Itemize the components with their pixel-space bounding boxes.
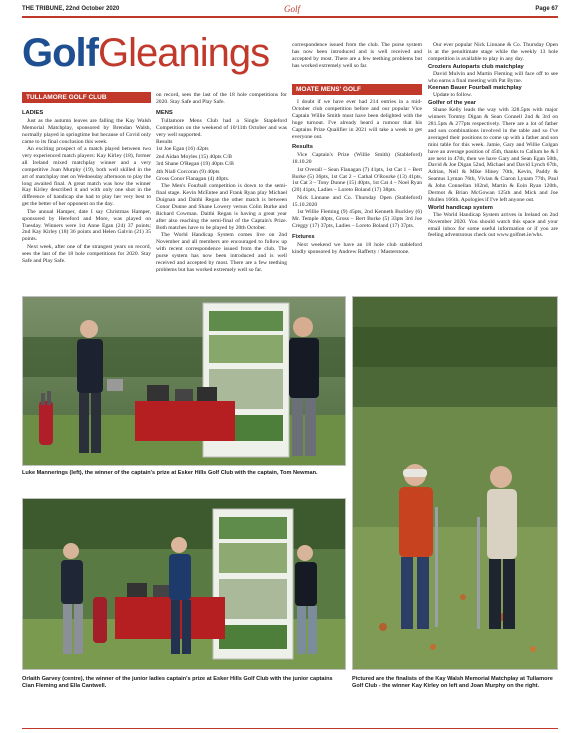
mens-para: The Men's Fourball competition is down to the semi-final stage. Kevin McEntee and Frank Ryan play Michael Duignan and Daithi Regan the other match is between Conor Dunne and Shane Lowery versus Colin Burke and Richard Cowman. Daithi Regan is having a great year after also reaching the semi-final of the Captain's Prize. Both matches have to be played by 20th October. <box>156 183 287 231</box>
header-rule <box>22 16 558 18</box>
moate-para: I doubt if we have ever had 214 entries in a mid-October club competition before and our popular Vice Captain Willie Smith must have been delighted with the huge turnout. I've already heard a rumour that his Captains Prize Qualifier in 2021 will take a week to get everyone out. <box>292 99 422 140</box>
moate-result: 1st Willie Fleming (9) 45pts, 2nd Kenneth Buckley (6) Mr. Temple 40pts, Gross – Bert Burke (5) 33pts 3rd Joe Creggy (17) 37pts, Ladies – Loreto Boland (17) 37pts. <box>292 209 422 229</box>
results-label: Results <box>156 138 173 145</box>
keenan-heading: Keenan Bauer Fourball matchplay <box>428 85 522 92</box>
photo-1-illustration <box>23 297 346 466</box>
column-4 <box>428 42 558 294</box>
whs-text: The World Handicap System arrives in Ireland on 2nd November 2020. You should watch this space and your email inbox for some useful information or if you are feeling adventurous check out www.golfnet.ie/whs. <box>428 211 558 239</box>
ladies-para: The annual Hamper, date I say Christmas Hamper, sponsored by Hereford and More, was played on Tuesday. Winners were 1st Anne Egan (24) 37 points; 2nd Kay Kirley (18) 36 points and Helen Galvin (21) 35 points. <box>22 208 151 243</box>
ladies-para: An exciting prospect of a match played between two very experienced match players: Kay Kirley (18), former all Ireland mixed matchplay winner and a very competitive Joan Murphy (19), both well skilled in the art of matchplay met on Wednesday afternoon to play the long awaited final. A great match was how the winner Kay Kirley described it and with only one shot in the difference of handicap she had to play her very best to get the better of her opponent on the day. <box>22 146 151 208</box>
publication-date: THE TRIBUNE, 22nd October 2020 <box>22 6 120 12</box>
moate-result: Nick Linnane and Co. Thursday Open (Stableford) 15.10.2020 <box>292 194 422 208</box>
moate-banner: MOATE MENS' GOLF <box>292 84 422 95</box>
result-line: 3rd Shane O'Regan (19) 40pts C/B <box>156 161 234 168</box>
moate-result: Vice Captain's Prize (Willie Smith) (Stableford) 18.10.20 <box>292 152 422 166</box>
mens-para: Tullamore Mens Club had a Single Stapleford Competition on the weekend of 10/11th October and was very well supported. <box>156 117 287 138</box>
ladies-para: Next week, after one of the strangest years on record, sees the last of the 18 hole competitions for 2020. Stay Safe and Play Safe. <box>22 243 151 264</box>
golfer-text: Shane Kelly leads the way with 328.5pts with major winners Tommy Digan & Sean Connell 2nd & 3rd on 281.5pts & 277pts respectively. There are a lot of father and son combinations involved in the table and so I've averaged their positions to come up with a father and son mini table for this week. Jamie, Gary and Willie Colgan have an average position of 45th, thanks to Callum he & I are next in 47th, then we have Gary and Sean Egan 50th, David & Joe Digan 52nd, Michael and David Lynch 67th, Adrian, Neil & Mike Hiney 70th, Kevin, Paddy & Seamus Lyman 76th, Vivian & Ciaron Lynam 77th, Paul & John Connellan 102nd, Martin & Eoin Ryan 120th, Dermot & Brian McGowan 125th and Mick and Joe Mullen 166th. Apologies if I've left anyone out. <box>428 107 558 203</box>
masthead-golf: Golf <box>22 31 98 75</box>
photo-matchplay-finalists <box>352 296 558 670</box>
mens-para: The World Handicap System comes live on 2nd November and all members are encouraged to follow up with recent correspondence issued from the club. The purse system has now been introduced and is well received and accepted by most. There are a few teething problems but has worked extremely well so far. <box>156 232 287 273</box>
moate-result: 1st Overall – Sean Flanagan (7) 41pts, 1st Cat 1 – Bert Burke (5) 36pts, 1st Cat 2 – Cathal O'Rourke (13) 41pts, 1st Cat 3 – Tony Dunne (15) 40pts, 1st Cat 4 – Noel Ryan (20) 41pts, Ladies – Loreto Boland (17) 38pts. <box>292 166 422 194</box>
column-1 <box>22 106 151 294</box>
column-2 <box>156 92 287 292</box>
footer-rule <box>22 728 558 729</box>
keenan-text: Update to follow. <box>433 92 472 99</box>
masthead-gleanings: Gleanings <box>97 31 270 75</box>
column-masthead <box>22 24 282 82</box>
page-number: Page 67 <box>535 6 558 12</box>
caption-photo-1: Luke Mannerings (left), the winner of the captain's prize at Esker Hills Golf Club with the captain, Tom Newman. <box>22 470 318 476</box>
photo-captains-prize <box>22 296 346 466</box>
caption-photo-2: Orlaith Garvey (centre), the winner of the junior ladies captain's prize at Esker Hills Golf Club with the junior captains Cian Fleming and Ella Cantwell. <box>22 676 333 689</box>
fixtures-text: Next weekend we have an 18 hole club stableford kindly sponsored by Andrew Rafferty / Masterstone. <box>292 241 422 255</box>
ladies-para-cont: on record, sees the last of the 18 hole competitions for 2020. Stay Safe and Play Safe. <box>156 92 287 105</box>
column-3-top <box>292 42 422 82</box>
caption-photo-3: Pictured are the finalists of the Kay Walsh Memorial Matchplay at Tullamore Golf Club - the winner Kay Kirley on left and Joan Murphy on the right. <box>352 676 553 689</box>
golfer-heading: Golfer of the year <box>428 100 476 107</box>
ladies-heading: LADIES <box>22 110 44 116</box>
crozier-heading: Croziers Autoparts club matchplay <box>428 63 524 70</box>
result-line: 2nd Aidan Moyles (15) 40pts C/B <box>156 153 232 160</box>
photo-junior-ladies <box>22 498 346 670</box>
fixtures-heading: Fixtures <box>292 233 315 240</box>
result-line: Gross Conor Flanagan (4) 40pts. <box>156 175 230 182</box>
ladies-para: Just as the autumn leaves are falling the Kay Walsh Memorial Matchplay, sponsored by Brendan Walsh, normally played in springtime but because of Covid only came to its final conclusion this week. <box>22 117 151 145</box>
crozier-text: David Mulvin and Martin Fleming will face off to see who earns a final meeting with Pat Byrne. <box>428 70 558 84</box>
result-line: 4th Niall Corcoran (9) 40pts <box>156 168 220 175</box>
section-label: Golf <box>283 4 300 14</box>
result-line: 1st Joe Egan (16) 42pts <box>156 146 209 153</box>
tullamore-banner: TULLAMORE GOLF CLUB <box>22 92 151 103</box>
mens-para-cont: correspondence issued from the club. The purse system has now been introduced and is well received and accepted by most. There are a few teething problems but has worked extremely well so far. <box>292 42 422 69</box>
moate-col4-para: Our ever popular Nick Linnane & Co. Thursday Open is at the penultimate stage while the weekly 13 hole competition is available to play in any day. <box>428 42 558 62</box>
moate-results-heading: Results <box>292 144 313 151</box>
column-3 <box>292 99 422 294</box>
mens-heading: MENS <box>156 109 173 116</box>
whs-heading: World handicap system <box>428 204 493 211</box>
photo-2-illustration <box>23 499 346 670</box>
photo-3-illustration <box>353 297 558 670</box>
